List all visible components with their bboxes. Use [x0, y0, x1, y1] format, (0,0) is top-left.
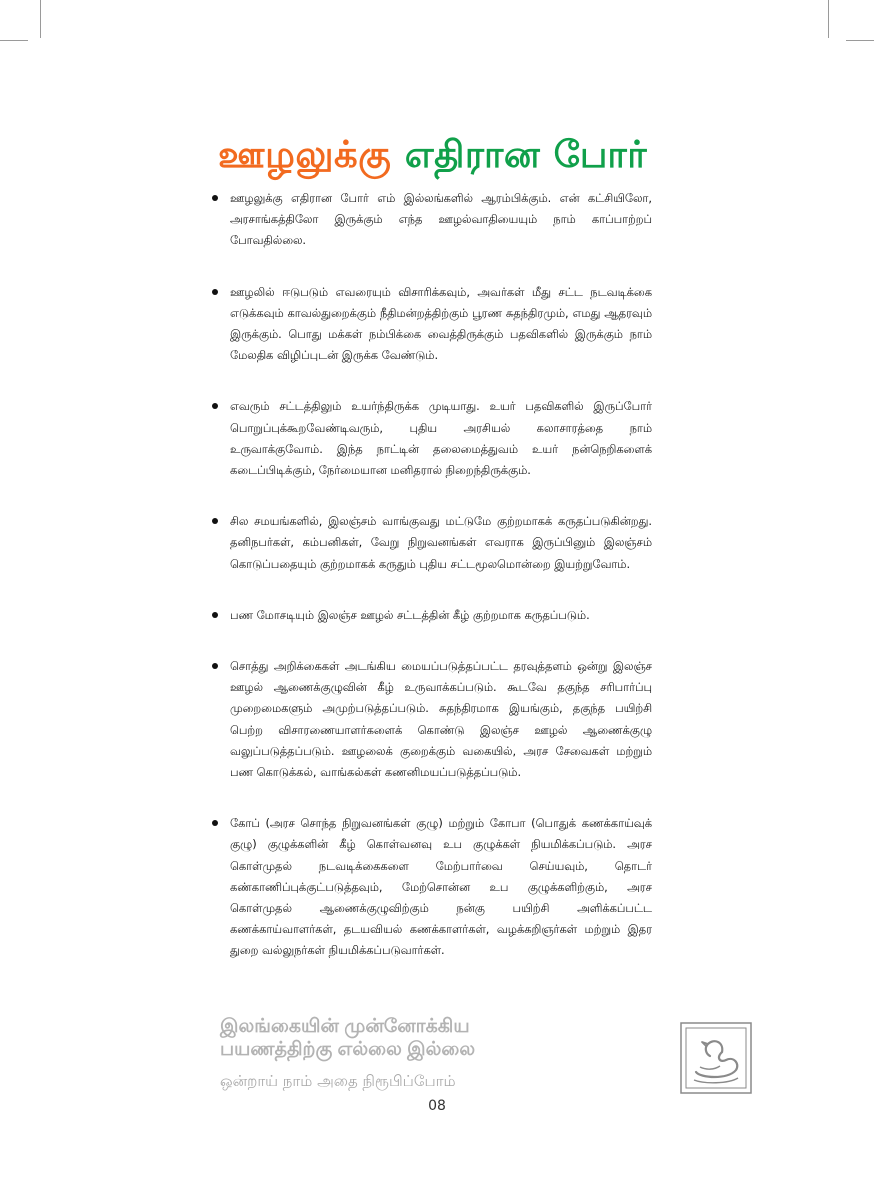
page-number: 08	[428, 1098, 446, 1114]
swan-logo-icon	[680, 1022, 752, 1094]
slogan-line-2: பயணத்திற்கு எல்லை இல்லை	[220, 1039, 476, 1060]
bullet-icon	[212, 289, 218, 295]
crop-mark	[40, 0, 41, 38]
bullet-icon	[212, 403, 218, 409]
slogan-line-1: இலங்கையின் முன்னோக்கிய	[220, 1016, 470, 1037]
title-part-orange: ஊழலுக்கு	[218, 133, 392, 176]
list-item	[212, 813, 652, 961]
list-item-text: பண மோசடியும் இலஞ்ச ஊழல் சட்டத்தின் கீழ் குற்றமாக கருதப்படும்.	[230, 607, 590, 622]
bullet-icon	[212, 612, 218, 618]
list-item	[212, 282, 652, 367]
list-item-text: சொத்து அறிக்கைகள் அடங்கிய மையப்படுத்தப்பட்ட தரவுத்தளம் ஒன்று இலஞ்ச ஊழல் ஆணைக்குழுவின் கீழ் உருவாக்கப்படும். கூடவே தகுந்த சரிபார்ப்பு முறைமைகளும் அமுற்படுத்தப்படும். சுதந்திரமாக இயங்கும், தகுந்த பயிற்சி பெற்ற விசாரணையாளர்களைக் கொண்டு இலஞ்ச ஊழல் ஆணைக்குழு வலுப்படுத்தப்படும். ஊழலைக் குறைக்கும் வகையில், அரச சேவைகள் மற்றும் பண கொடுக்கல், வாங்கல்கள் கணனிமயப்படுத்தப்படும்.	[230, 659, 652, 780]
policy-list	[212, 188, 652, 992]
list-item-text: ஊழலில் ஈடுபடும் எவரையும் விசாரிக்கவும், அவர்கள் மீது சட்ட நடவடிக்கை எடுக்கவும் காவல்துறைக்கும் நீதிமன்றத்திற்கும் பூரண சுதந்திரமும், எமது ஆதரவும் இருக்கும். பொது மக்கள் நம்பிக்கை வைத்திருக்கும் பதவிகளில் இருக்கும் நாம் மேலதிக விழிப்புடன் இருக்க வேண்டும்.	[230, 284, 652, 363]
bullet-icon	[212, 195, 218, 201]
list-item	[212, 605, 652, 626]
list-item-text: ஊழலுக்கு எதிரான போர் எம் இல்லங்களில் ஆரம்பிக்கும். என் கட்சியிலோ, அரசாங்கத்திலோ இருக்கும் எந்த ஊழல்வாதியையும் நாம் காப்பாற்றப் போவதில்லை.	[230, 191, 652, 248]
list-item	[212, 396, 652, 481]
crop-mark	[828, 0, 829, 38]
bullet-icon	[212, 663, 218, 669]
footer-tagline: ஒன்றாய் நாம் அதை நிரூபிப்போம்	[220, 1072, 456, 1090]
list-item	[212, 511, 652, 575]
list-item-text: கோப் (அரச சொந்த நிறுவனங்கள் குழு) மற்றும் கோபா (பொதுக் கணக்காய்வுக் குழு) குழுக்களின் கீழ் கொள்வனவு உப குழுக்கள் நியமிக்கப்படும். அரச கொள்முதல் நடவடிக்கைகளை மேற்பார்வை செய்யவும், தொடர் கண்காணிப்புக்குட்படுத்தவும், மேற்சொன்ன உப குழுக்களிற்கும், அரச கொள்முதல் ஆணைக்குழுவிற்கும் நன்கு பயிற்சி அளிக்கப்பட்ட கணக்காய்வாளர்கள், தடயவியல் கணக்காளர்கள், வழக்கறிஞர்கள் மற்றும் இதர துறை வல்லுநர்கள் நியமிக்கப்படுவார்கள்.	[230, 816, 652, 958]
title-part-green: எதிரான போர்	[404, 133, 648, 176]
list-item-text: சில சமயங்களில், இலஞ்சம் வாங்குவது மட்டுமே குற்றமாகக் கருதப்படுகின்றது. தனிநபர்கள், கம்பனிகள், வேறு நிறுவனங்கள் எவராக இருப்பினும் இலஞ்சம் கொடுப்பதையும் குற்றமாகக் கருதும் புதிய சட்டமூலமொன்றை இயற்றுவோம்.	[230, 514, 652, 571]
crop-mark	[846, 40, 874, 41]
crop-mark	[0, 40, 28, 41]
footer-slogan	[220, 1015, 560, 1093]
bullet-icon	[212, 518, 218, 524]
list-item-text: எவரும் சட்டத்திலும் உயர்ந்திருக்க முடியாது. உயர் பதவிகளில் இருப்போர் பொறுப்புக்கூறவேண்டிவரும், புதிய அரசியல் கலாசாரத்தை நாம் உருவாக்குவோம். இந்த நாட்டின் தலைமைத்துவம் உயர் நன்நெறிகளைக் கடைப்பிடிக்கும், நேர்மையான மனிதரால் நிறைந்திருக்கும்.	[230, 399, 652, 478]
bullet-icon	[212, 820, 218, 826]
list-item	[212, 188, 652, 252]
page-title	[218, 130, 648, 180]
list-item	[212, 656, 652, 783]
